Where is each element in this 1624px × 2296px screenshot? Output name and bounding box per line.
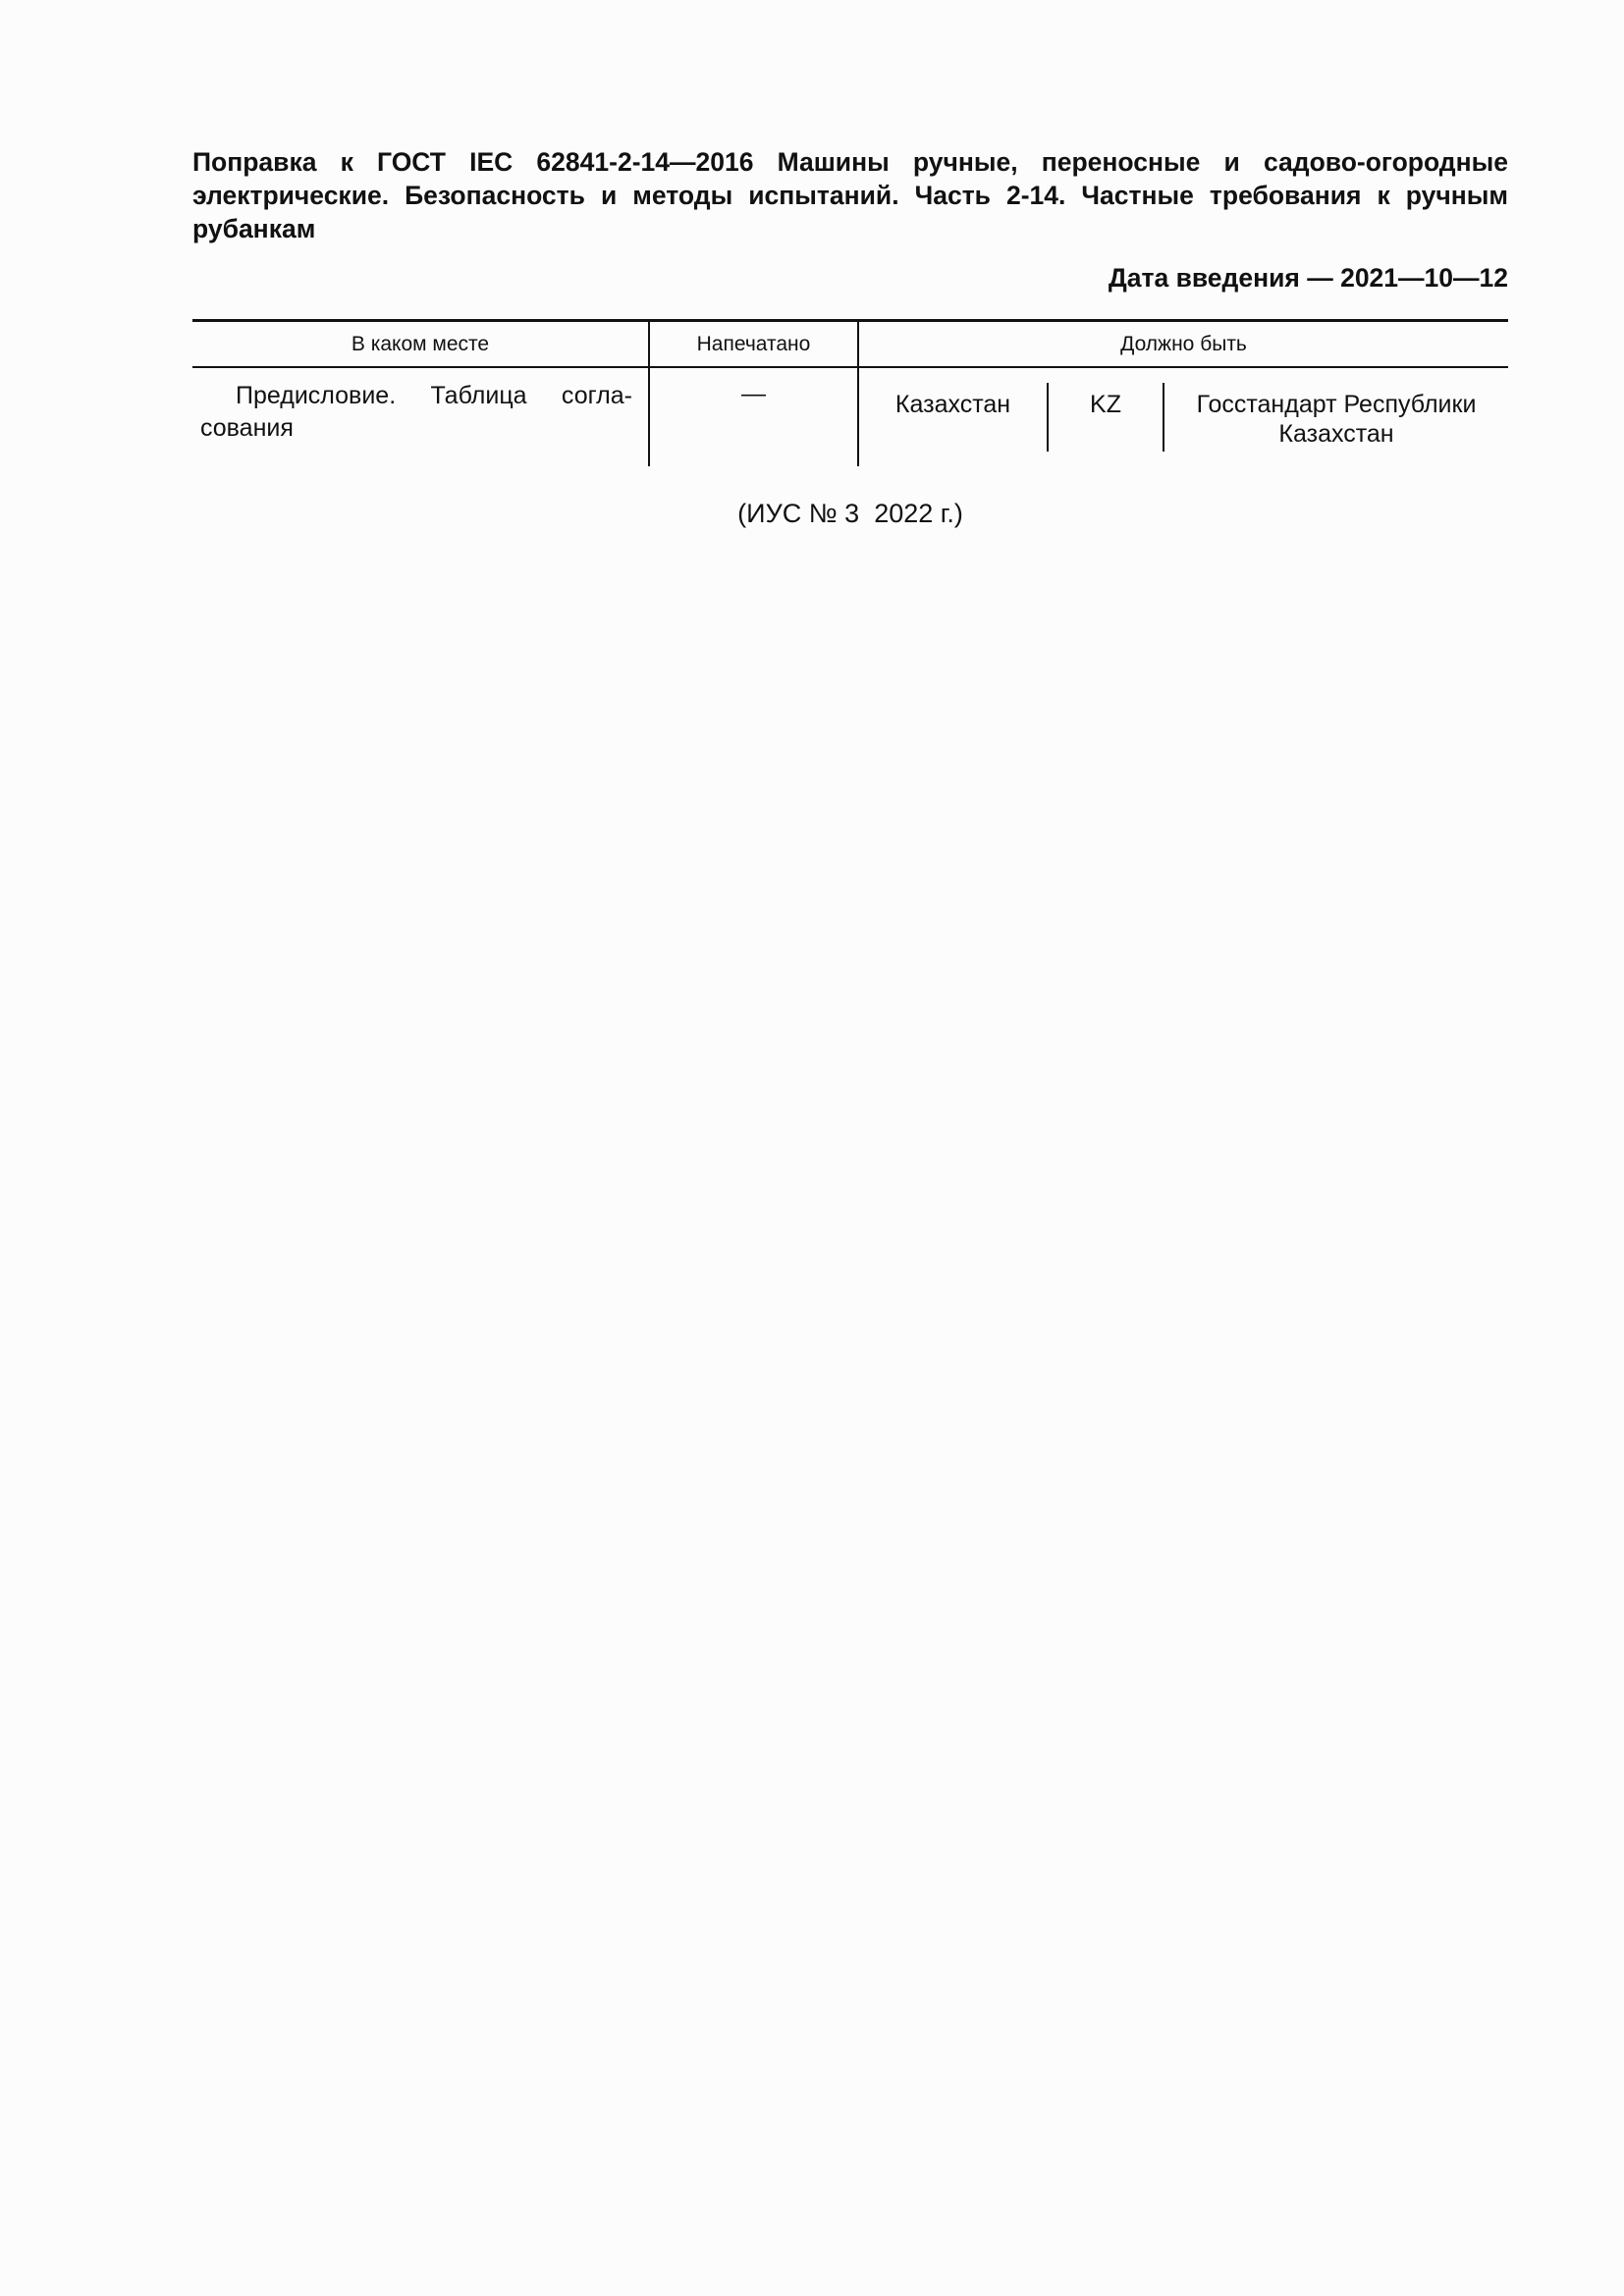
cell-place: Предисловие. Таблица согласования — [200, 382, 632, 442]
header-place: В каком месте — [351, 333, 490, 355]
introduction-date: Дата введения — 2021—10—12 — [1108, 263, 1508, 293]
header-should-be: Должно быть — [1120, 333, 1247, 355]
table-header-rule — [192, 366, 1508, 368]
standards-body-line-1: Госстандарт Республики — [1196, 391, 1477, 418]
header-printed: Напечатано — [696, 333, 811, 355]
cell-country-code: KZ — [1090, 391, 1121, 418]
cell-printed: — — [741, 380, 766, 407]
ius-reference: (ИУС № 3 2022 г.) — [737, 499, 963, 528]
document-title: Поправка к ГОСТ IEC 62841-2-14—2016 Машины ручные, переносные и садово-огородные электрические. Безопасность и методы испытаний. Часть 2-14. Частные требования к ручным рубанкам — [192, 147, 1508, 243]
cell-standards-body — [1164, 390, 1508, 449]
amendment-table — [192, 319, 1508, 466]
cell-country: Казахстан — [894, 391, 1011, 418]
standards-body-line-2: Казахстан — [1278, 420, 1394, 448]
table-top-rule — [192, 319, 1508, 322]
